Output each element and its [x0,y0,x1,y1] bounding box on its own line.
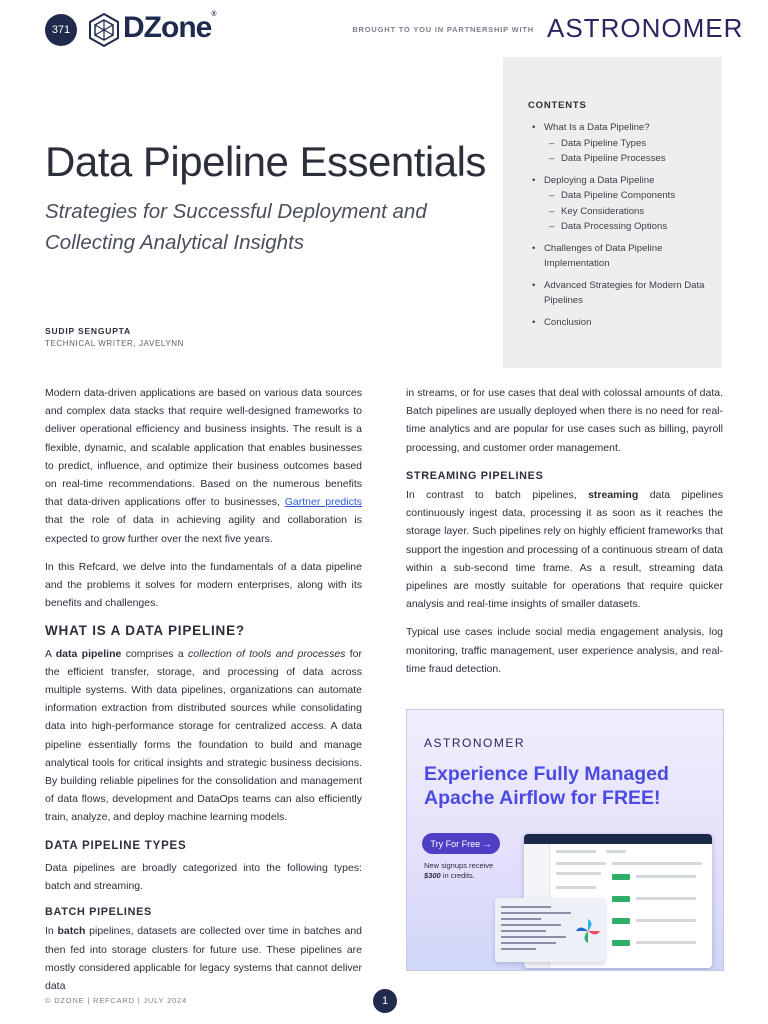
refcard-number-badge: 371 [45,14,77,46]
dzone-logo-icon [87,12,121,48]
what-is-paragraph: A data pipeline comprises a collection of tools and processes for the efficient transfer, storage, and processing of data across multiple systems. With data pipelines, organizations can automate information extraction from distributed sources while consolidating data into high-performance storage for centralized access. A data pipeline essentially forms the foundation to build and manage analytical tools for critical insights and strategic business decisions. By building reliable pipelines for the consolidation and management of data flows, development and DataOps teams can also efficiently train, analyze, and deploy machine learning models. [45,647,362,824]
left-column [45,384,362,997]
toc-subitem[interactable]: – Data Pipeline Components [528,188,712,204]
airflow-pinwheel-icon [575,918,601,944]
right-column [406,384,723,688]
author-name: SUDIP SENGUPTA [45,326,131,336]
astronomer-ad[interactable] [406,709,724,971]
page-number: 1 [373,989,397,1013]
subheading-streaming: STREAMING PIPELINES [406,469,544,482]
toc-item[interactable]: • Challenges of Data Pipeline Implementation [528,241,712,272]
subheading-batch: BATCH PIPELINES [45,906,152,919]
try-for-free-button[interactable]: Try For Free → [422,833,500,854]
toc-item[interactable]: • Deploying a Data Pipeline [528,173,712,189]
ad-headline: Experience Fully Managed Apache Airflow for FREE! [424,763,669,809]
toc-subitem[interactable]: – Data Processing Options [528,219,712,235]
use-cases-paragraph: Typical use cases include social media engagement analysis, log monitoring, traffic management, user experience analysis, and real-time fraud detection. [406,626,723,675]
toc-item[interactable]: • Advanced Strategies for Modern Data Pipelines [528,278,712,309]
dzone-logo-text: DZone® [123,11,216,44]
toc-item[interactable]: • What Is a Data Pipeline? [528,120,712,136]
page-title: Data Pipeline Essentials [45,138,486,185]
intro-paragraph-2: In this Refcard, we delve into the fundamentals of a data pipeline and the problems it solves for modern enterprises, along with its benefits and challenges. [45,560,362,610]
contents-heading: CONTENTS [528,100,587,111]
types-paragraph: Data pipelines are broadly categorized into the following types: batch and streaming. [45,861,362,893]
subheading-pipeline-types: DATA PIPELINE TYPES [45,839,187,852]
toc-subitem[interactable]: – Data Pipeline Types [528,136,712,152]
batch-paragraph: In batch pipelines, datasets are collected over time in batches and then fed into storage clusters for future use. These pipelines are mostly considered applicable for legacy systems that cannot deliver data [45,925,362,993]
streaming-paragraph: In contrast to batch pipelines, streaming data pipelines continuously ingest data, processing it as soon as it reaches the storage layer. Such pipelines rely on highly efficient frameworks that support the ingestion and processing of a continuous stream of data within a sub-second time frame. As a result, streaming data pipelines are mostly suitable for operations that require quicker analysis and real-time insights of smaller datasets. [406,489,723,611]
ad-credit-note: New signups receive $300 in credits. [424,861,494,880]
toc-subitem[interactable]: – Data Pipeline Processes [528,151,712,167]
ad-brand-logo: ASTRONOMER [424,736,526,750]
astronomer-logo: ASTRONOMER [547,13,744,43]
footer-text: © DZONE | REFCARD | JULY 2024 [45,996,187,1005]
page-subtitle: Strategies for Successful Deployment and Collecting Analytical Insights [45,200,427,254]
toc-item[interactable]: • Conclusion [528,315,712,331]
author-role: TECHNICAL WRITER, JAVELYNN [45,339,185,348]
section-heading-what-is: WHAT IS A DATA PIPELINE? [45,623,245,639]
batch-continued-paragraph: in streams, or for use cases that deal with colossal amounts of data. Batch pipelines are usually deployed when there is no need for real-time analytics and are popular for use cases such as billing, payroll processing, and customer order management. [406,387,723,454]
toc-subitem[interactable]: – Key Considerations [528,204,712,220]
gartner-link[interactable]: Gartner predicts [284,496,363,509]
contents-list [528,120,712,330]
ad-terminal-window [495,898,605,962]
partnership-label: BROUGHT TO YOU IN PARTNERSHIP WITH [352,25,534,34]
contents-box [503,57,722,368]
intro-paragraph: Modern data-driven applications are based on various data sources and complex data stacks that require well-designed frameworks to deliver operational efficiency and business insights. The result is a flexible, dynamic, and scalable application that enables businesses to predict, influence, and optimize their business outcomes based on real-time recommendations. Based on the numerous benefits that data-driven applications offer to businesses, Gartner predicts that the role of data in achieving agility and collaboration is expected to grow further over the next five years. [45,387,363,545]
